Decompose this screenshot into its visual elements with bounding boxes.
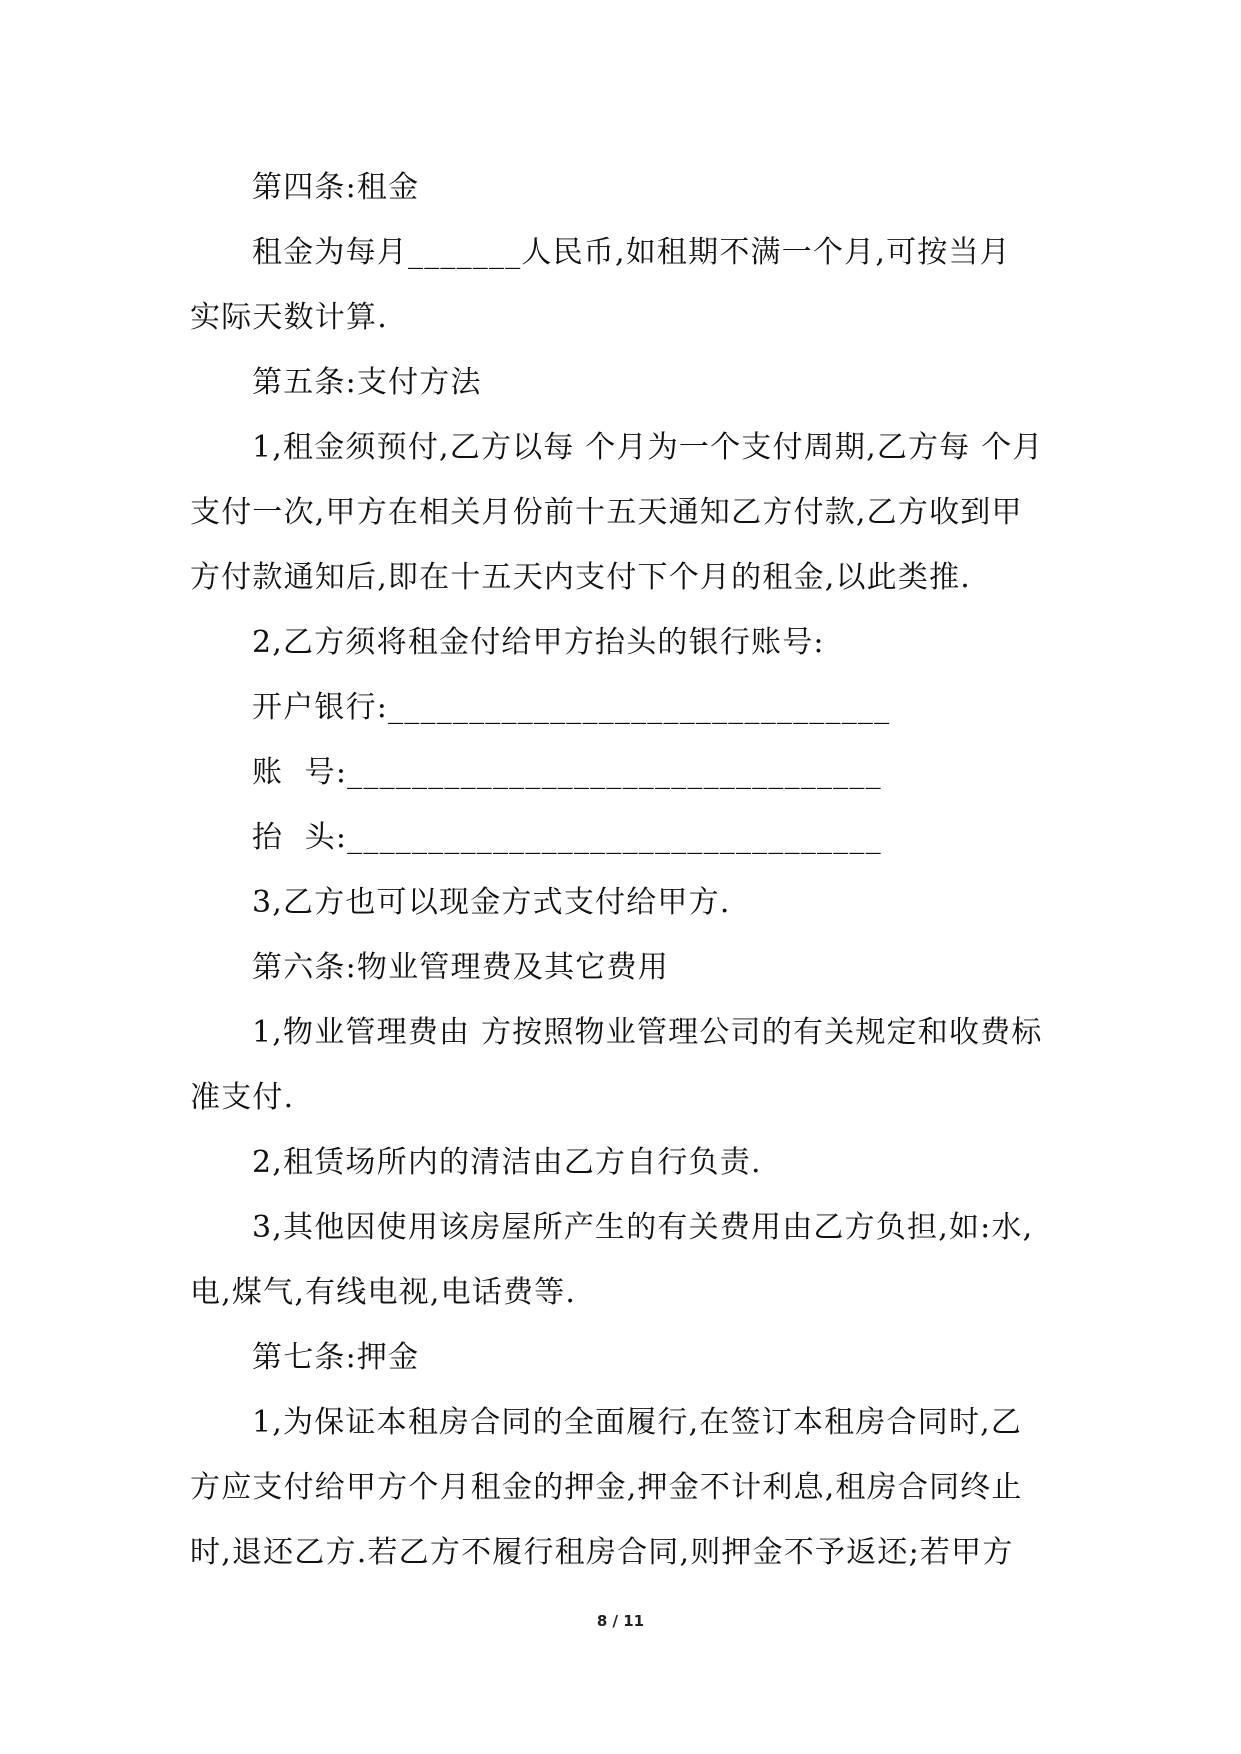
- paragraph-line: 2,租赁场所内的清洁由乙方自行负责.: [252, 1145, 762, 1180]
- article-7-heading: 第七条:押金: [252, 1340, 420, 1375]
- paragraph-line: 准支付.: [190, 1080, 295, 1115]
- paragraph-line: 实际天数计算.: [190, 300, 388, 335]
- article-5-heading: 第五条:支付方法: [252, 365, 482, 400]
- bank-name-field: 开户银行:_______________________________: [252, 690, 891, 725]
- paragraph-line: 方付款通知后,即在十五天内支付下个月的租金,以此类推.: [190, 560, 972, 595]
- paragraph-line: 2,乙方须将租金付给甲方抬头的银行账号:: [252, 625, 825, 660]
- paragraph-line: 3,乙方也可以现金方式支付给甲方.: [252, 885, 731, 920]
- article-6-heading: 第六条:物业管理费及其它费用: [252, 950, 669, 985]
- paragraph-line: 支付一次,甲方在相关月份前十五天通知乙方付款,乙方收到甲: [190, 495, 1023, 530]
- paragraph-line: 3,其他因使用该房屋所产生的有关费用由乙方负担,如:水,: [252, 1210, 1034, 1245]
- paragraph-line: 1,为保证本租房合同的全面履行,在签订本租房合同时,乙: [252, 1405, 1023, 1440]
- paragraph-line: 时,退还乙方.若乙方不履行租房合同,则押金不予返还;若甲方: [190, 1535, 1014, 1570]
- account-number-field: 账 号:_________________________________: [252, 755, 882, 790]
- paragraph-line: 1,物业管理费由 方按照物业管理公司的有关规定和收费标: [252, 1015, 1043, 1050]
- page-number: 8 / 11: [596, 1612, 645, 1630]
- paragraph-line: 方应支付给甲方个月租金的押金,押金不计利息,租房合同终止: [190, 1470, 1023, 1505]
- paragraph-line: 电,煤气,有线电视,电话费等.: [190, 1275, 577, 1310]
- account-title-field: 抬 头:_________________________________: [252, 820, 882, 855]
- document-body: [190, 155, 1060, 1585]
- paragraph-line: 租金为每月_______人民币,如租期不满一个月,可按当月: [252, 235, 1011, 270]
- article-4-heading: 第四条:租金: [252, 170, 420, 205]
- paragraph-line: 1,租金须预付,乙方以每 个月为一个支付周期,乙方每 个月: [252, 430, 1044, 465]
